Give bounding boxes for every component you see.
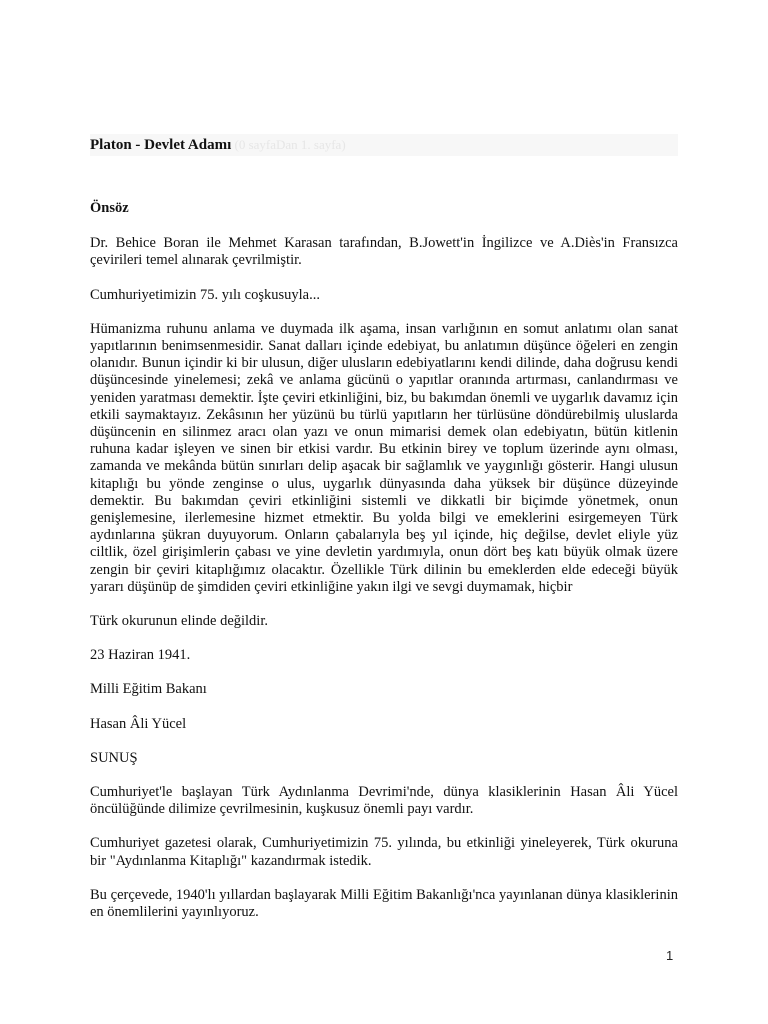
paragraph-date: 23 Haziran 1941. <box>90 647 191 664</box>
paragraph: Dr. Behice Boran ile Mehmet Karasan tarafından, B.Jowett'in İngilizce ve A.Diès'in Fransızca çevirileri temel alınarak çevrilmiştir. <box>90 235 678 269</box>
paragraph: Hümanizma ruhunu anlama ve duymada ilk aşama, insan varlığının en somut anlatımı olan sanat yapıtlarının benimsenmesidir. Sanat dalları içinde edebiyat, bu anlatımın düşünce öğeleri en zengin olanıdır. Bunun içindir ki bir ulusun, diğer ulusların edebiyatlarını kendi dilinde, daha doğrusu kendi düşüncesinde yinelemesi; zekâ ve anlama gücünü o yapıtlar oranında artırması, canlandırması ve yeniden yaratması demektir. İşte çeviri etkinliğini, biz, bu bakımdan önemli ve uygarlık davamız için etkili saymaktayız. Zekâsının her yüzünü bu türlü yapıtların her türlüsüne döndürebilmiş uluslarda düşüncenin en silinmez aracı olan yazı ve onun mimarisi demek olan edebiyatın, bütün kitlenin ruhuna kadar işleyen ve sinen bir etkisi vardır. Bu etkinin birey ve toplum üzerinde aynı olması, zamanda ve mekânda bütün sınırları delip aşacak bir sağlamlık ve yaygınlığı gösterir. Hangi ulusun kitaplığı bu yönde zenginse o ulus, uygarlık dünyasında daha yüksek bir düşünce düzeyinde demektir. Bu bakımdan çeviri etkinliğini sistemli ve dikkatli bir biçimde yönetmek, onun genişlemesine, ilerlemesine hizmet etmektir. Bu yolda bilgi ve emeklerini esirgemeyen Türk aydınlarına şükran duyuyorum. Onların çabalarıyla beş yıl içinde, hiç değilse, devlet eliyle yüz ciltlik, özel girişimlerin çabası ve yine devletin yardımıyla, onun dört beş katı büyük olmak üzere zengin bir çeviri kitaplığımız olacaktır. Özellikle Türk dilinin bu emeklerden elde edeceği büyük yararı düşünüp de şimdiden çeviri etkinliğine yakın ilgi ve sevgi duymamak, hiçbir <box>90 320 678 595</box>
paragraph: Cumhuriyet gazetesi olarak, Cumhuriyetimizin 75. yılında, bu etkinliği yineleyerek, Türk okuruna bir "Aydınlanma Kitaplığı" kazandırmak istedik. <box>90 835 678 869</box>
document-title: Platon - Devlet Adamı <box>90 137 232 153</box>
page-number: 1 <box>666 948 674 963</box>
paragraph: Türk okurunun elinde değildir. <box>90 613 268 630</box>
section-heading-onsoz: Önsöz <box>90 200 129 216</box>
paragraph-signatory-title: Milli Eğitim Bakanı <box>90 681 207 698</box>
paragraph-signatory-name: Hasan Âli Yücel <box>90 715 187 732</box>
document-title-bar <box>90 134 678 156</box>
paragraph: Bu çerçevede, 1940'lı yıllardan başlayarak Milli Eğitim Bakanlığı'nca yayınlanan dünya klasiklerinin en önemlilerini yayınlıyoruz. <box>90 886 678 921</box>
document-page <box>90 0 678 1024</box>
paragraph: Cumhuriyet'le başlayan Türk Aydınlanma Devrimi'nde, dünya klasiklerinin Hasan Âli Yücel öncülüğünde dilimize çevrilmesinin, kuşkusuz önemli payı vardır. <box>90 784 678 818</box>
section-heading-sunus: SUNUŞ <box>90 749 138 766</box>
paragraph: Cumhuriyetimizin 75. yılı coşkusuyla... <box>90 286 320 303</box>
document-body <box>90 200 678 938</box>
page-count-watermark: (0 sayfaDan 1. sayfa) <box>231 137 346 152</box>
